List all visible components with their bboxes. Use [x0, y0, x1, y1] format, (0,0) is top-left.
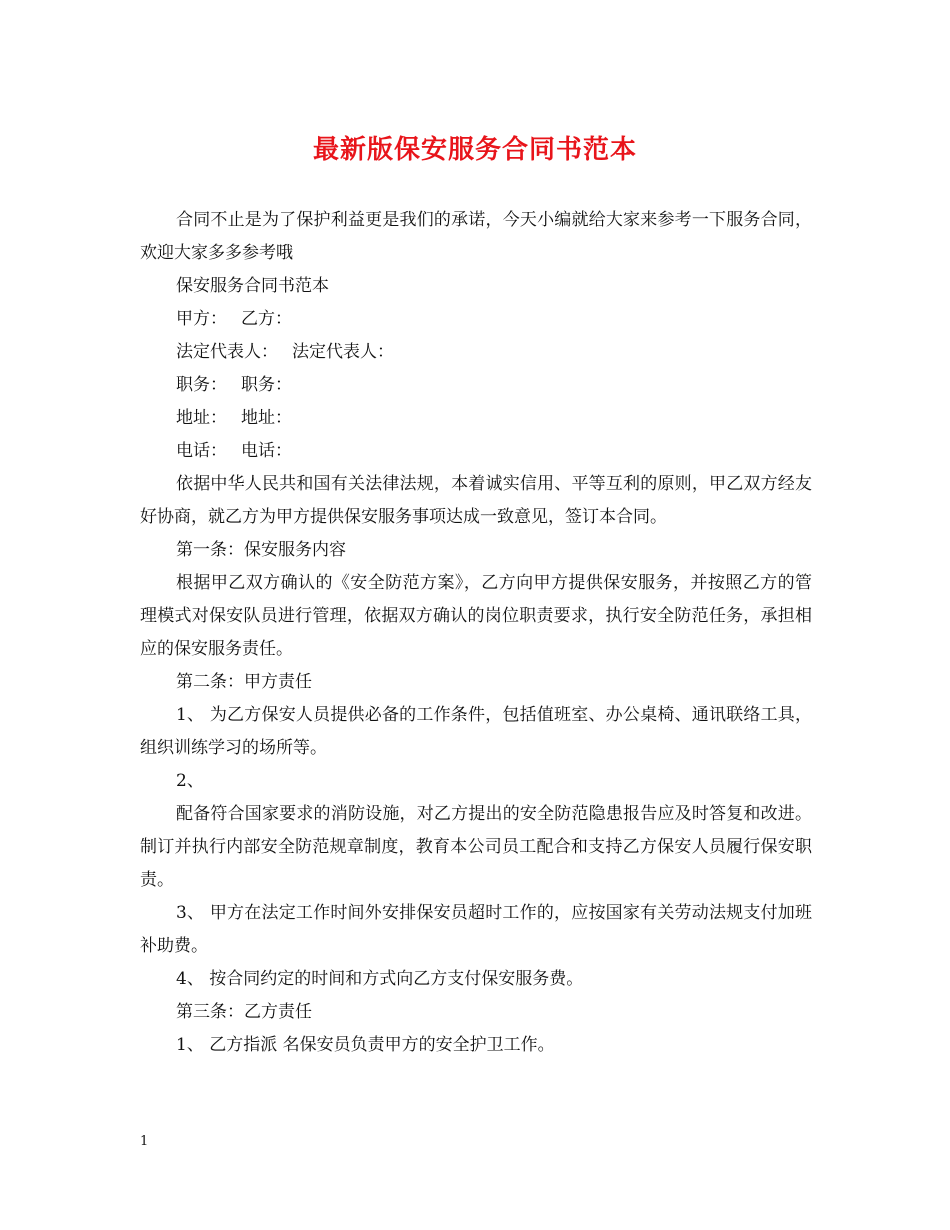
party-b-label: 地址：	[241, 408, 292, 428]
article-2-item-3: 3、 甲方在法定工作时间外安排保安员超时工作的，应按国家有关劳动法规支付加班补助费。	[140, 903, 812, 956]
page-number: 1	[140, 1134, 149, 1149]
article-1-text: 根据甲乙双方确认的《安全防范方案》，乙方向甲方提供保安服务，并按照乙方的管理模式对保安队员进行管理，依据双方确认的岗位职责要求，执行安全防范任务，承担相应的保安服务责任。	[140, 573, 812, 659]
article-1-heading: 第一条：保安服务内容	[176, 540, 346, 560]
party-b-label: 乙方：	[241, 309, 292, 329]
article-2-item-2-text: 配备符合国家要求的消防设施，对乙方提出的安全防范隐患报告应及时答复和改进。制订并执行内部安全防范规章制度，教育本公司员工配合和支持乙方保安人员履行保安职责。	[140, 804, 812, 890]
article-3-item-1: 1、 乙方指派 名保安员负责甲方的安全护卫工作。	[176, 1035, 555, 1055]
party-b-label: 职务：	[241, 375, 292, 395]
preamble-paragraph: 依据中华人民共和国有关法律法规，本着诚实信用、平等互利的原则，甲乙双方经友好协商，就乙方为甲方提供保安服务事项达成一致意见，签订本合同。	[140, 474, 812, 527]
party-field-row	[140, 369, 812, 402]
party-field-row	[140, 402, 812, 435]
party-a-label: 甲方：	[176, 309, 227, 329]
article-2-item-1: 1、 为乙方保安人员提供必备的工作条件，包括值班室、办公桌椅、通讯联络工具，组织训练学习的场所等。	[140, 705, 812, 758]
party-field-row	[140, 336, 812, 369]
article-2-heading: 第二条：甲方责任	[176, 672, 312, 692]
article-2-item-4: 4、 按合同约定的时间和方式向乙方支付保安服务费。	[176, 969, 584, 989]
party-b-label: 法定代表人：	[292, 342, 394, 362]
party-a-label: 法定代表人：	[176, 342, 278, 362]
article-2-item-2-number: 2、	[176, 771, 204, 791]
contract-subtitle: 保安服务合同书范本	[176, 276, 329, 296]
intro-paragraph: 合同不止是为了保护利益更是我们的承诺，今天小编就给大家来参考一下服务合同，欢迎大家多多参考哦	[140, 210, 812, 263]
party-field-row	[140, 435, 812, 468]
party-b-label: 电话：	[241, 441, 292, 461]
party-a-label: 职务：	[176, 375, 227, 395]
document-body	[140, 204, 812, 1062]
party-a-label: 地址：	[176, 408, 227, 428]
party-a-label: 电话：	[176, 441, 227, 461]
document-title: 最新版保安服务合同书范本	[312, 135, 637, 165]
party-field-row	[140, 303, 812, 336]
article-3-heading: 第三条：乙方责任	[176, 1002, 312, 1022]
